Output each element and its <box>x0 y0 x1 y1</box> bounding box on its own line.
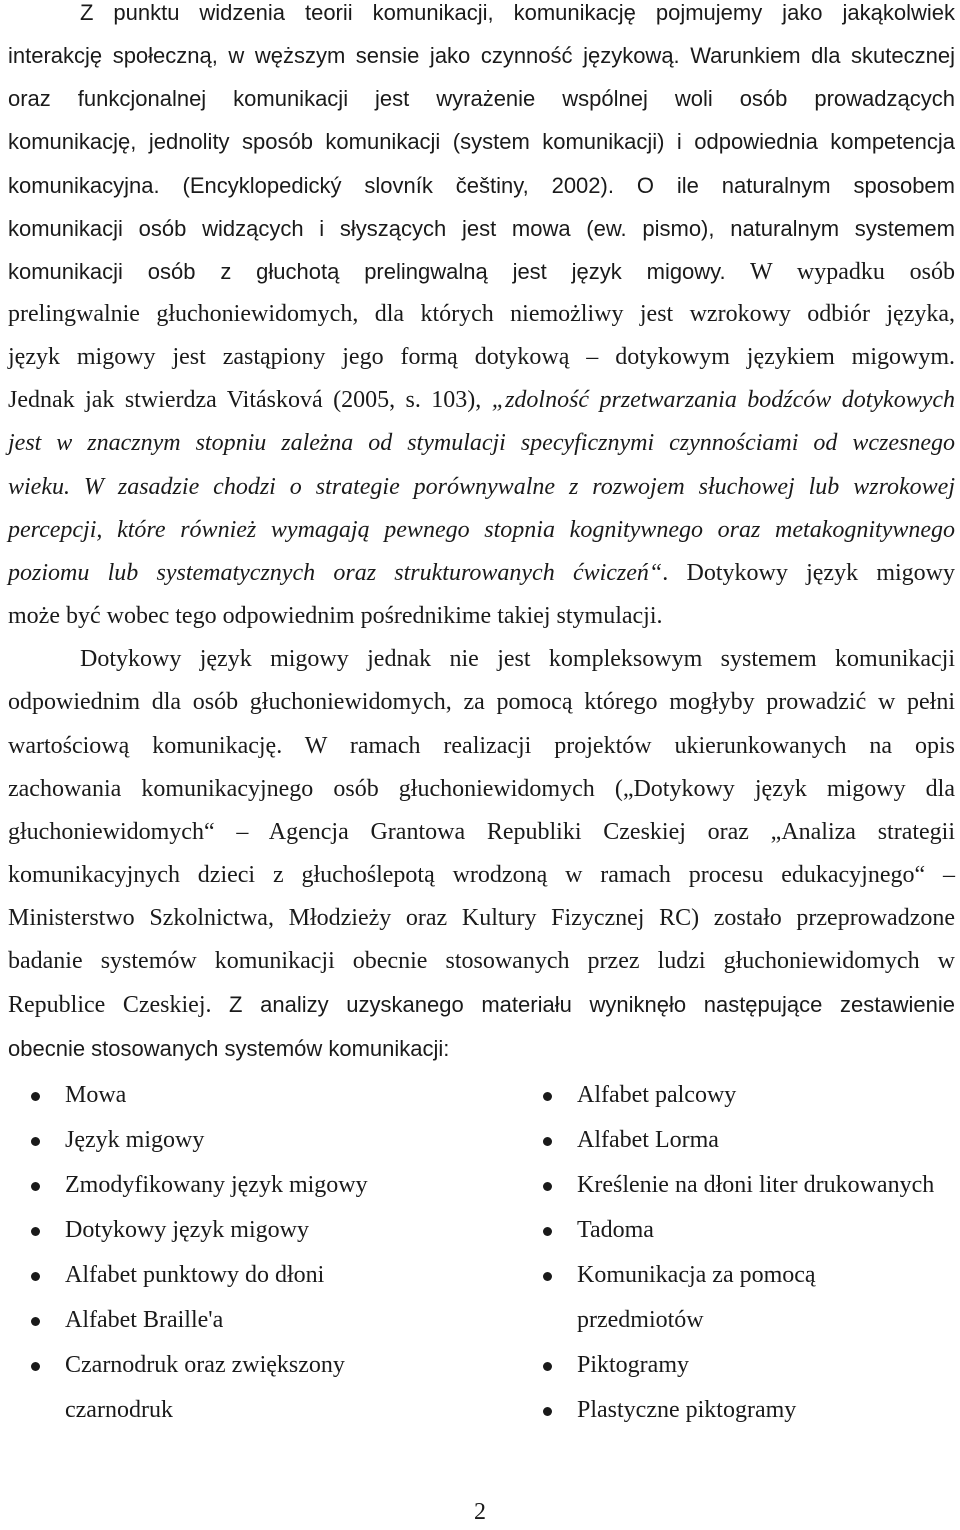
bullet-icon <box>543 1137 552 1146</box>
line-text: zachowania komunikacyjnego osób głuchoniewidomych („Dotykowy język migowy dla <box>8 775 955 802</box>
paragraph-line <box>8 336 955 379</box>
line-text: prelingwalnie głuchoniewidomych, dla których niemożliwy jest wzrokowy odbiór języka, <box>8 300 955 327</box>
list-item-text: Alfabet Lorma <box>577 1126 719 1153</box>
quotation-text: wieku. W zasadzie chodzi o strategie porównywalne z rozwojem słuchowej lub wzrokowej <box>8 473 955 500</box>
paragraph-line <box>8 811 955 854</box>
line-text: wartościową komunikację. W ramach realizacji projektów ukierunkowanych na opis <box>8 732 955 759</box>
systems-list-right-column <box>512 1073 960 1433</box>
list-item-text: Dotykowy język migowy <box>65 1216 309 1243</box>
paragraph-line <box>8 293 955 336</box>
bullet-icon <box>31 1272 40 1281</box>
list-item <box>512 1163 960 1208</box>
list-item-text-continuation: przedmiotów <box>577 1306 704 1333</box>
bullet-icon <box>543 1092 552 1101</box>
line-text: badanie systemów komunikacji obecnie stosowanych przez ludzi głuchoniewidomych w <box>8 948 955 975</box>
paragraph-line <box>8 250 955 293</box>
paragraph-line <box>8 77 955 120</box>
bullet-icon <box>543 1182 552 1191</box>
paragraph-line <box>8 768 955 811</box>
bullet-icon <box>543 1407 552 1416</box>
line-text: oraz funkcjonalnej komunikacji jest wyrażenie wspólnej woli osób prowadzących <box>8 86 955 112</box>
list-item-text: Piktogramy <box>577 1351 689 1378</box>
line-text: komunikacyjnych dzieci z głuchoślepotą wrodzoną w ramach procesu edukacyjnego“ – <box>8 861 955 888</box>
line-text: komunikację, jednolity sposób komunikacji (system komunikacji) i odpowiednia kompetencja <box>8 129 955 155</box>
line-text: interakcję społeczną, w węższym sensie jako czynność językową. Warunkiem dla skutecznej <box>8 43 955 69</box>
list-item-text: Czarnodruk oraz zwiększony <box>65 1351 345 1378</box>
line-text: komunikacji osób z głuchotą prelingwalną jest język migowy. <box>8 258 726 284</box>
list-item <box>0 1343 448 1433</box>
paragraph-line <box>8 207 955 250</box>
paragraph-line <box>8 854 955 897</box>
line-text: głuchoniewidomych“ – Agencja Grantowa Republiki Czeskiej oraz „Analiza strategii <box>8 818 955 845</box>
list-item-text: Tadoma <box>577 1216 654 1243</box>
line-text: komunikacyjna. (Encyklopedický slovník češtiny, 2002). O ile naturalnym sposobem <box>8 172 955 198</box>
line-text: . Dotykowy język migowy <box>662 559 955 586</box>
list-item <box>0 1163 448 1208</box>
bullet-icon <box>31 1317 40 1326</box>
line-text: Dotykowy język migowy jednak nie jest kompleksowym systemem komunikacji <box>80 646 955 673</box>
paragraph-line <box>8 1027 955 1070</box>
paragraph-line <box>8 681 955 724</box>
list-item-text: Alfabet Braille'a <box>65 1306 224 1333</box>
list-item <box>512 1343 960 1388</box>
list-item-text: Mowa <box>65 1081 127 1108</box>
bullet-icon <box>31 1182 40 1191</box>
line-text: Ministerstwo Szkolnictwa, Młodzieży oraz Kultury Fizycznej RC) zostało przeprowadzone <box>8 905 955 932</box>
paragraph-line <box>8 552 955 595</box>
list-item-text: Plastyczne piktogramy <box>577 1396 797 1423</box>
list-item <box>512 1253 960 1343</box>
paragraph-line <box>8 983 955 1026</box>
list-item <box>0 1253 448 1298</box>
list-item-text: Komunikacja za pomocą <box>577 1261 816 1288</box>
quotation-text: percepcji, które również wymagają pewnego stopnia kognitywnego oraz metakognitywnego <box>8 516 955 543</box>
list-item-text-continuation: czarnodruk <box>65 1396 173 1423</box>
paragraph-line <box>8 940 955 983</box>
page-number: 2 <box>474 1499 486 1525</box>
list-item <box>0 1208 448 1253</box>
quotation-text: jest w znacznym stopniu zależna od stymulacji specyficznymi czynnościami od wczesnego <box>8 430 955 457</box>
line-text: odpowiednim dla osób głuchoniewidomych, za pomocą którego mogłyby prowadzić w pełni <box>8 689 955 716</box>
paragraph-line <box>8 34 955 77</box>
list-item-text: Język migowy <box>65 1126 205 1153</box>
paragraph-line <box>8 509 955 552</box>
line-text: Z analizy uzyskanego materiału wyniknęło następujące zestawienie <box>229 992 955 1018</box>
quotation-text: „zdolność przetwarzania bodźców dotykowych <box>491 387 956 414</box>
line-text: język migowy jest zastąpiony jego formą dotykową – dotykowym językiem migowym. <box>8 344 955 371</box>
paragraph-line <box>8 379 955 422</box>
line-text: komunikacji osób widzących i słyszących jest mowa (ew. pismo), naturalnym systemem <box>8 215 955 241</box>
list-item-text: Alfabet punktowy do dłoni <box>65 1261 325 1288</box>
list-item-text: Kreślenie na dłoni liter drukowanych <box>577 1171 935 1198</box>
paragraph-line <box>8 595 955 638</box>
list-item-text: Zmodyfikowany język migowy <box>65 1171 368 1198</box>
paragraph-line <box>8 120 955 163</box>
line-text: może być wobec tego odpowiednim pośrednikime takiej stymulacji. <box>8 602 663 629</box>
list-item <box>512 1208 960 1253</box>
list-item <box>512 1073 960 1118</box>
list-item <box>0 1073 448 1118</box>
list-item <box>512 1388 960 1433</box>
list-item <box>0 1298 448 1343</box>
bullet-icon <box>543 1227 552 1236</box>
list-item <box>0 1118 448 1163</box>
line-text: Z punktu widzenia teorii komunikacji, komunikację pojmujemy jako jakąkolwiek <box>80 0 955 25</box>
paragraph-line <box>8 164 955 207</box>
bullet-icon <box>543 1362 552 1371</box>
bullet-icon <box>31 1227 40 1236</box>
paragraph <box>8 0 955 638</box>
paragraph-line <box>8 0 955 34</box>
paragraph <box>8 638 955 1069</box>
bullet-icon <box>31 1137 40 1146</box>
paragraph-line <box>8 638 955 681</box>
paragraph-line <box>8 897 955 940</box>
line-text: Republice Czeskiej. <box>8 992 212 1019</box>
bullet-icon <box>31 1362 40 1371</box>
list-item-text: Alfabet palcowy <box>577 1081 737 1108</box>
line-text: obecnie stosowanych systemów komunikacji: <box>8 1035 450 1061</box>
bullet-icon <box>31 1092 40 1101</box>
systems-list-left-column <box>0 1073 448 1433</box>
paragraph-line <box>8 422 955 465</box>
paragraph-line <box>8 466 955 509</box>
paragraph-line <box>8 725 955 768</box>
quotation-text: poziomu lub systematycznych oraz strukturowanych ćwiczeń“ <box>8 559 663 586</box>
bullet-icon <box>543 1272 552 1281</box>
list-item <box>512 1118 960 1163</box>
line-text: W wypadku osób <box>749 258 955 285</box>
line-text: Jednak jak stwierdza Vitásková (2005, s. 103), <box>8 387 482 414</box>
